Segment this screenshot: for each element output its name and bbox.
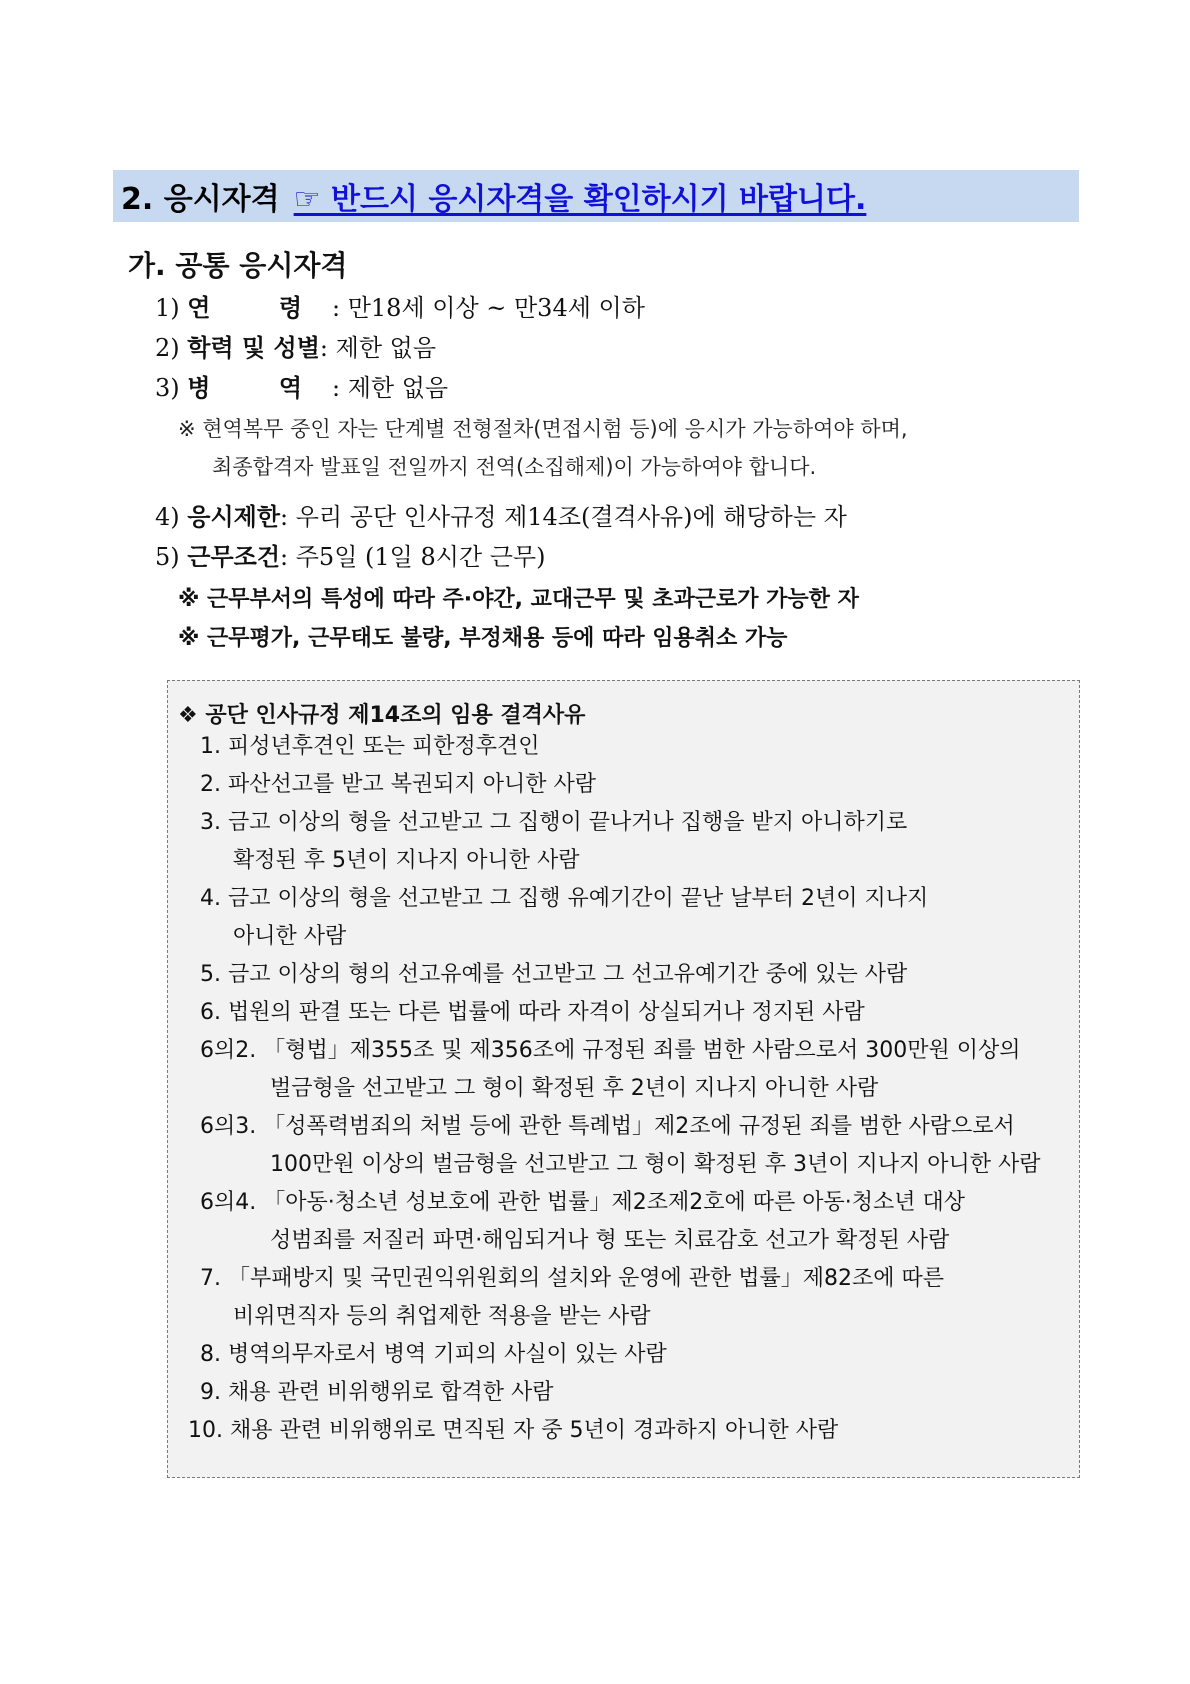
- item-work-conditions: [155, 537, 545, 572]
- list-item-continuation: 성범죄를 저질러 파면·해임되거나 형 또는 치료감호 선고가 확정된 사람: [270, 1228, 950, 1253]
- item-number: 4): [155, 503, 180, 531]
- item-age: [155, 288, 645, 323]
- list-item: 10. 채용 관련 비위행위로 면직된 자 중 5년이 경과하지 아니한 사람: [188, 1418, 839, 1443]
- list-item: 9. 채용 관련 비위행위로 합격한 사람: [200, 1380, 554, 1405]
- list-item: 8. 병역의무자로서 병역 기피의 사실이 있는 사람: [200, 1342, 667, 1367]
- list-item-continuation: 확정된 후 5년이 지나지 아니한 사람: [233, 848, 580, 873]
- section-title: 2. 응시자격: [121, 182, 280, 217]
- item-label: 병 역: [187, 373, 333, 402]
- list-item: 3. 금고 이상의 형을 선고받고 그 집행이 끝나거나 집행을 받지 아니하기로: [200, 810, 908, 835]
- item-value: : 제한 없음: [319, 334, 437, 362]
- list-item-continuation: 아니한 사람: [233, 924, 347, 949]
- item-value: : 만18세 이상 ~ 만34세 이하: [332, 294, 645, 322]
- list-item: 5. 금고 이상의 형의 선고유예를 선고받고 그 선고유예기간 중에 있는 사람: [200, 962, 908, 987]
- item-number: 3): [155, 374, 180, 402]
- work-note-shift: ※ 근무부서의 특성에 따라 주·야간, 교대근무 및 초과근로가 가능한 자: [178, 587, 859, 612]
- item-value: : 제한 없음: [332, 374, 449, 402]
- item-number: 1): [155, 294, 180, 322]
- work-note-cancellation: ※ 근무평가, 근무태도 불량, 부정채용 등에 따라 임용취소 가능: [178, 626, 788, 651]
- list-item: 6의3. 「성폭력범죄의 처벌 등에 관한 특례법」제2조에 규정된 죄를 범한 사람으로서: [200, 1114, 1015, 1139]
- item-restriction: [155, 497, 847, 532]
- subsection-title: 가. 공통 응시자격: [128, 249, 348, 282]
- military-note-line1: ※ 현역복무 중인 자는 단계별 전형절차(면접시험 등)에 응시가 가능하여야 하며,: [178, 417, 908, 441]
- list-item-continuation: 100만원 이상의 벌금형을 선고받고 그 형이 확정된 후 3년이 지나지 아니한 사람: [270, 1152, 1041, 1177]
- item-value: : 주5일 (1일 8시간 근무): [280, 543, 546, 571]
- list-item: 6의2. 「형법」제355조 및 제356조에 규정된 죄를 범한 사람으로서 300만원 이상의: [200, 1038, 1021, 1063]
- list-item: 2. 파산선고를 받고 복권되지 아니한 사람: [200, 772, 596, 797]
- item-education-gender: [155, 328, 436, 363]
- item-military: [155, 368, 448, 403]
- list-item: 1. 피성년후견인 또는 피한정후견인: [200, 734, 540, 759]
- list-item: 6. 법원의 판결 또는 다른 법률에 따라 자격이 상실되거나 정지된 사람: [200, 1000, 865, 1025]
- section-notice: ☞ 반드시 응시자격을 확인하시기 바랍니다.: [293, 182, 867, 217]
- list-item: 6의4. 「아동·청소년 성보호에 관한 법률」제2조제2호에 따른 아동·청소년 대상: [200, 1190, 965, 1215]
- list-item-continuation: 비위면직자 등의 취업제한 적용을 받는 사람: [233, 1304, 651, 1329]
- list-item-continuation: 벌금형을 선고받고 그 형이 확정된 후 2년이 지나지 아니한 사람: [270, 1076, 879, 1101]
- item-label: 연 령: [187, 293, 333, 322]
- list-item: 7. 「부패방지 및 국민권익위원회의 설치와 운영에 관한 법률」제82조에 따른: [200, 1266, 944, 1291]
- list-item: 4. 금고 이상의 형을 선고받고 그 집행 유예기간이 끝난 날부터 2년이 지나지: [200, 886, 929, 911]
- box-title: ❖ 공단 인사규정 제14조의 임용 결격사유: [178, 703, 586, 728]
- item-label: 응시제한: [187, 502, 281, 531]
- item-number: 2): [155, 334, 180, 362]
- section-header: [113, 170, 1079, 222]
- item-label: 근무조건: [187, 542, 281, 571]
- item-number: 5): [155, 543, 180, 571]
- military-note-line2: 최종합격자 발표일 전일까지 전역(소집해제)이 가능하여야 합니다.: [212, 455, 817, 479]
- item-label: 학력 및 성별: [187, 333, 320, 362]
- item-value: : 우리 공단 인사규정 제14조(결격사유)에 해당하는 자: [280, 503, 847, 531]
